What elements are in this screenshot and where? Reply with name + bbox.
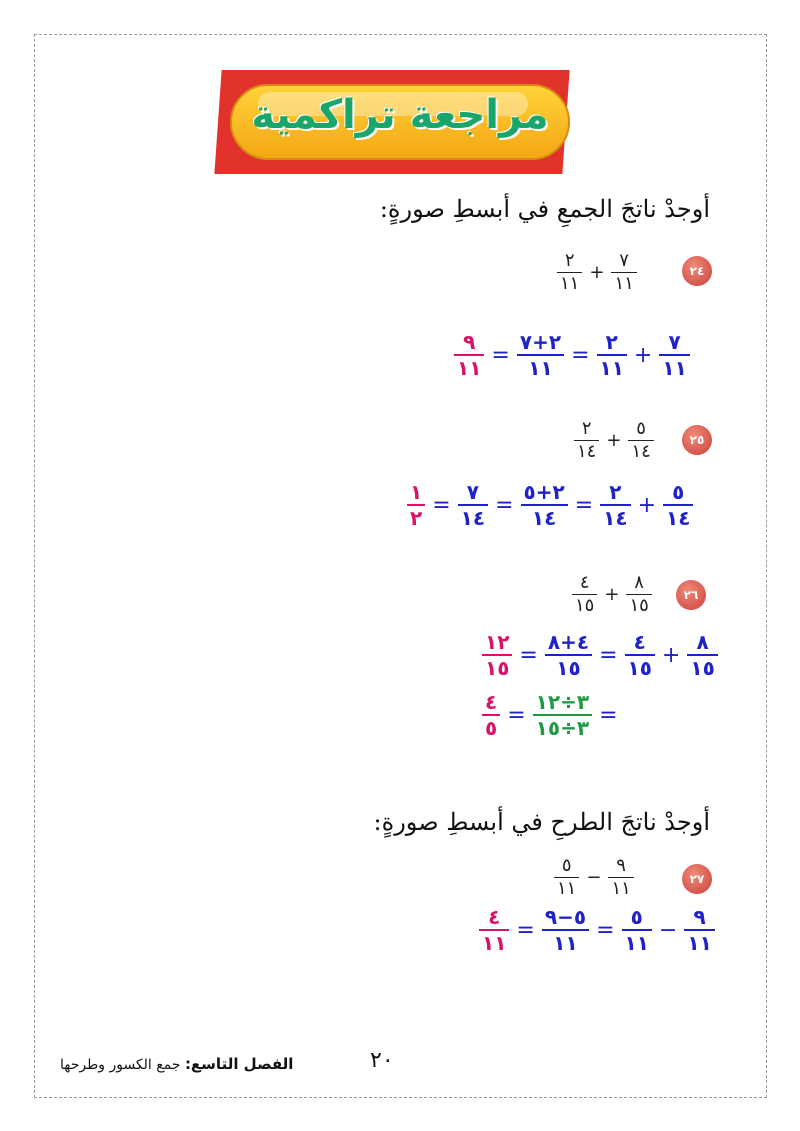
fraction: $\frac{٢+٧}{١١}$ (517, 330, 564, 380)
footer-chapter (60, 1055, 293, 1073)
fraction: $\frac{٤}{١٥}$ (625, 630, 655, 680)
q26-problem: $\frac{٤}{١٥}$ + $\frac{٨}{١٥}$ (570, 572, 654, 616)
question-number-24: ٢٤ (682, 256, 712, 286)
q25-solution: $\frac{١}{٢}$ = $\frac{٧}{١٤}$ = $\frac{٢+٥}{١٤}$ = $\frac{٢}{١٤}$ + $\frac{٥}{١٤}$ (405, 480, 695, 530)
q24-solution: $\frac{٩}{١١}$ = $\frac{٢+٧}{١١}$ = $\frac{٢}{١١}$ + $\frac{٧}{١١}$ (452, 330, 692, 380)
answer-fraction: $\frac{١}{٢}$ (407, 480, 425, 530)
fraction: $\frac{٤+٨}{١٥}$ (545, 630, 592, 680)
fraction: $\frac{٥}{١١}$ (622, 905, 652, 955)
fraction: $\frac{٥}{١٤}$ (628, 418, 653, 462)
q26-solution: $\frac{١٢}{١٥}$ = $\frac{٤+٨}{١٥}$ = $\frac{٤}{١٥}$ + $\frac{٨}{١٥}$ (480, 630, 720, 680)
fraction: $\frac{٥}{١٤}$ (663, 480, 693, 530)
fraction: $\frac{٩}{١١}$ (684, 905, 714, 955)
page-title: مراجعة تراكمية (251, 92, 549, 138)
chapter-label: الفصل التاسع: (184, 1055, 294, 1073)
q26-simplification: $\frac{٤}{٥}$ = $\frac{٣\div ١٢}{٣\div ١٥}$ = (480, 690, 623, 740)
fraction: $\frac{٢+٥}{١٤}$ (521, 480, 568, 530)
division-fraction: $\frac{٣\div ١٢}{٣\div ١٥}$ (533, 690, 592, 740)
addition-heading: أوجدْ ناتجَ الجمعِ في أبسطِ صورةٍ: (379, 195, 710, 223)
fraction: $\frac{٧}{١٤}$ (458, 480, 488, 530)
answer-fraction: $\frac{٤}{١١}$ (479, 905, 509, 955)
q24-problem: $\frac{٢}{١١}$ + $\frac{٧}{١١}$ (555, 250, 639, 294)
fraction: $\frac{٨}{١٥}$ (687, 630, 717, 680)
page-number: ٢٠ (370, 1048, 394, 1073)
question-number-27: ٢٧ (682, 864, 712, 894)
q25-problem: $\frac{٢}{١٤}$ + $\frac{٥}{١٤}$ (572, 418, 656, 462)
fraction: $\frac{٢}{١٤}$ (600, 480, 630, 530)
fraction: $\frac{٥-٩}{١١}$ (542, 905, 589, 955)
fraction: $\frac{٧}{١١}$ (611, 250, 636, 294)
q27-solution: $\frac{٤}{١١}$ = $\frac{٥-٩}{١١}$ = $\frac{٥}{١١}$ − $\frac{٩}{١١}$ (477, 905, 717, 955)
fraction: $\frac{٢}{١١}$ (557, 250, 582, 294)
question-number-25: ٢٥ (682, 425, 712, 455)
answer-fraction: $\frac{٤}{٥}$ (482, 690, 500, 740)
fraction: $\frac{٧}{١١}$ (659, 330, 689, 380)
subtraction-heading: أوجدْ ناتجَ الطرحِ في أبسطِ صورةٍ: (373, 808, 710, 836)
answer-fraction: $\frac{٩}{١١}$ (454, 330, 484, 380)
q27-problem: $\frac{٥}{١١}$ − $\frac{٩}{١١}$ (552, 855, 636, 899)
fraction: $\frac{٢}{١٤}$ (574, 418, 599, 462)
question-number-26: ٢٦ (676, 580, 706, 610)
fraction: $\frac{٢}{١١}$ (597, 330, 627, 380)
chapter-title: جمع الكسور وطرحها (60, 1057, 181, 1073)
fraction: $\frac{٤}{١٥}$ (572, 572, 597, 616)
answer-fraction: $\frac{١٢}{١٥}$ (482, 630, 512, 680)
fraction: $\frac{٥}{١١}$ (554, 855, 579, 899)
fraction: $\frac{٩}{١١}$ (608, 855, 633, 899)
title-banner (210, 70, 580, 180)
fraction: $\frac{٨}{١٥}$ (626, 572, 651, 616)
